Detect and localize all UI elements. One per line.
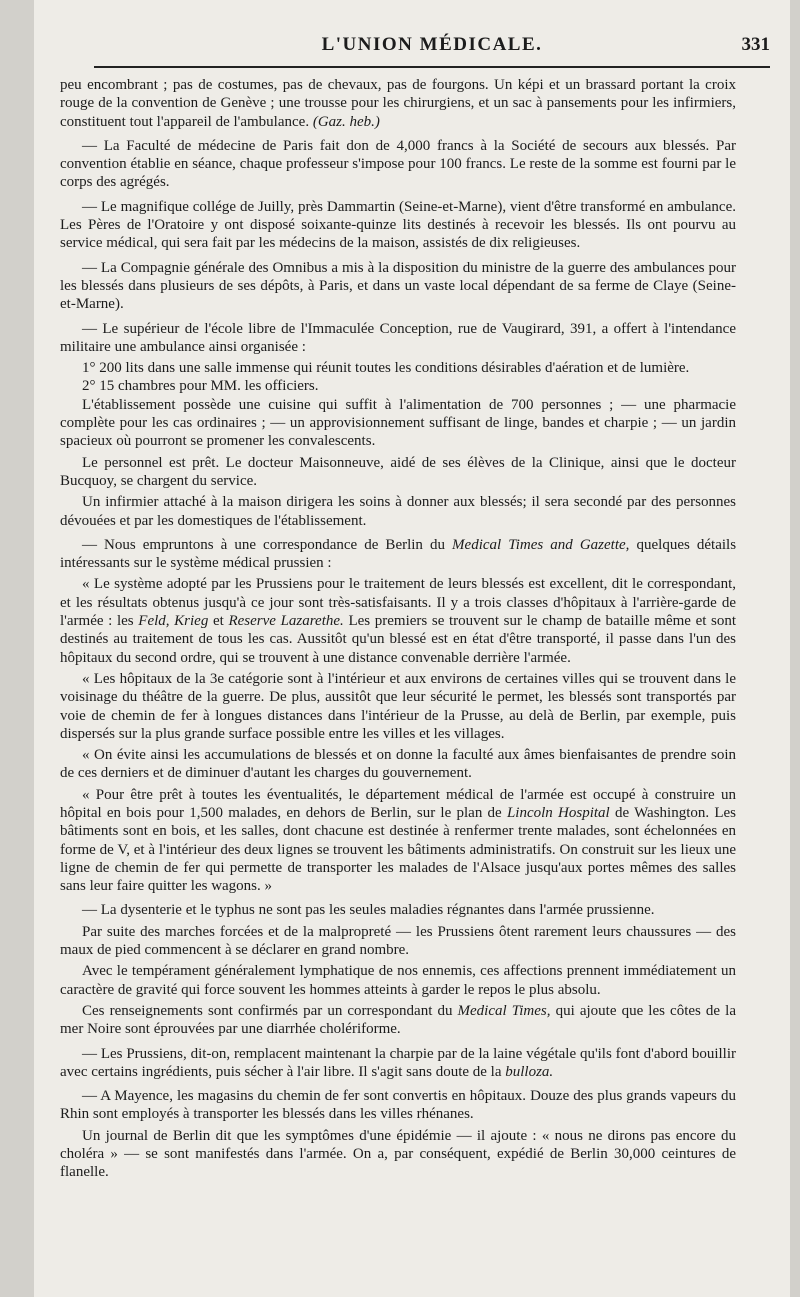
paragraph-text: — Les Prussiens, dit-on, remplacent maintenant la charpie par de la laine végétale qu'ils font d'abord bouillir avec certains ingrédients, puis sécher à l'air libre. Il s'agit sans doute de la bbox=[60, 1045, 736, 1080]
paragraph bbox=[60, 1045, 736, 1082]
plant-name: bulloza. bbox=[505, 1063, 554, 1080]
paragraph: — La Compagnie générale des Omnibus a mis à la disposition du ministre de la guerre des ambulances pour les blessés dans plusieurs de ses dépôts, à Paris, et dans un vaste local dépendant de sa ferme de Claye (Seine-et-Marne). bbox=[60, 259, 736, 313]
paragraph: Un infirmier attaché à la maison dirigera les soins à donner aux blessés; il sera secondé par des personnes dévouées et par les domestiques de l'établissement. bbox=[60, 494, 736, 529]
paragraph-text: et bbox=[213, 613, 224, 630]
paragraph-text: « Pour être prêt à toutes les éventualités, le département médical de l'armée est occupé à construire un hôpital en bois pour 1,500 malades, en dehors de Berlin, sur le plan de bbox=[60, 786, 736, 821]
paragraph-text: quelques détails intéressants sur le système médical prussien : bbox=[60, 536, 737, 572]
paragraph-text: qui ajoute que les côtes de la mer Noire sont éprouvées par une diarrhée cholériforme. bbox=[60, 1002, 736, 1038]
hospital-class-term: Reserve Lazarethe. bbox=[228, 613, 344, 630]
paragraph: « On évite ainsi les accumulations de blessés et on donne la faculté aux âmes bienfaisantes de prendre soin de ces derniers et de diminuer d'autant les charges du gouvernement. bbox=[60, 747, 736, 782]
paragraph bbox=[60, 1002, 736, 1039]
paragraph: Le personnel est prêt. Le docteur Maisonneuve, aidé de ses élèves de la Clinique, ainsi que le docteur Bucquoy, se chargent du service. bbox=[60, 454, 736, 489]
paragraph: — Le magnifique collége de Juilly, près Dammartin (Seine-et-Marne), vient d'être transformé en ambulance. Les Pères de l'Oratoire y ont disposé soixante-quinze lits destinés à recevoir les blessés. Ils ont pourvu au service médical, qui sera fait par les médecins de la maison, assistés de dix religieuses. bbox=[60, 198, 736, 252]
paragraph: Avec le tempérament généralement lymphatique de nos ennemis, ces affections prennent immédiatement un caractère de gravité qui force souvent les hommes atteints à garder le repos le plus absolu. bbox=[60, 963, 736, 998]
paragraph bbox=[60, 575, 736, 666]
paragraph: L'établissement possède une cuisine qui suffit à l'alimentation de 700 personnes ; — une pharmacie complète pour les cas ordinaires ; — un approvisionnement suffisant de linge, bandes et charpie ; — un jardin spacieux où pourront se promener les convalescents. bbox=[60, 396, 736, 450]
paragraph: Un journal de Berlin dit que les symptômes d'une épidémie — il ajoute : « nous ne dirons pas encore du choléra » — se sont manifestés dans l'armée. On a, par conséquent, expédié de Berlin 30,000 ceintures de flanelle. bbox=[60, 1127, 736, 1181]
paragraph-text: Ces renseignements sont confirmés par un correspondant du bbox=[82, 1002, 453, 1019]
running-title: L'UNION MÉDICALE. bbox=[321, 34, 543, 55]
list-item: 2° 15 chambres pour MM. les officiers. bbox=[82, 378, 319, 395]
page-number: 331 bbox=[741, 34, 770, 55]
header-rule bbox=[94, 66, 770, 68]
paragraph-text: — Nous empruntons à une correspondance de Berlin du bbox=[82, 536, 445, 553]
journal-title: Medical Times and Gazette, bbox=[452, 536, 630, 553]
page-header bbox=[94, 34, 770, 64]
paragraph-text: Les premiers se trouvent sur le champ de bataille même et sont destinés au traitement de tous les cas. Aussitôt qu'un blessé est en état d'être transporté, il passe dans l'un des hôpitaux du second ordre, qui se trouvent à une distance convenable derrière l'armée. bbox=[60, 613, 737, 666]
paragraph: — La Faculté de médecine de Paris fait don de 4,000 francs à la Société de secours aux blessés. Par convention établie en séance, chaque professeur s'impose pour 100 francs. Le reste de la somme est fourni par le corps des agrégés. bbox=[60, 137, 736, 191]
paragraph: « Les hôpitaux de la 3e catégorie sont à l'intérieur et aux environs de certaines villes qui se trouvent dans le voisinage du théâtre de la guerre. De plus, aussitôt que leur sécurité le permet, les blessés sont transportés par voie de chemin de fer à longues distances dans l'intérieur de la Prusse, au delà de Berlin, par exemple, puis dispersés sur la plus grande surface possible entre les villes et les villages. bbox=[60, 670, 736, 742]
source-citation: (Gaz. heb.) bbox=[312, 113, 380, 130]
paragraph-text: peu encombrant ; pas de costumes, pas de chevaux, pas de fourgons. Un képi et un brassard portant la croix rouge de la convention de Genève ; une trousse pour les chirurgiens, et un sac à pansements pour les infirmiers, constituent tout l'appareil de l'ambulance. bbox=[60, 77, 736, 130]
paragraph bbox=[60, 76, 736, 131]
paragraph bbox=[60, 536, 736, 573]
article-body bbox=[60, 76, 736, 1185]
paragraph: — La dysenterie et le typhus ne sont pas les seules maladies régnantes dans l'armée prussienne. bbox=[82, 902, 655, 919]
paragraph bbox=[60, 786, 736, 896]
paragraph-text: de Washington. Les bâtiments sont en bois, et les salles, dont chacune est destinée à renfermer trente malades, sont échelonnées en forme de V, et à l'intérieur des deux lignes se trouvent les bâtiments administratifs. On construit sur les lieux une ligne de chemin de fer qui permette de transporter les malades de l'Alsace jusqu'aux portes mêmes des salles sans leur faire quitter les wagons. » bbox=[60, 804, 737, 895]
paragraph: — A Mayence, les magasins du chemin de fer sont convertis en hôpitaux. Douze des plus grands vapeurs du Rhin sont employés à transporter les blessés dans les villes rhénanes. bbox=[60, 1088, 736, 1123]
paragraph-text: « Le système adopté par les Prussiens pour le traitement de leurs blessés est excellent, dit le correspondant, et les résultats obtenus jusqu'à ce jour sont très-satisfaisants. Il y a trois classes d'hôpitaux à l'arrière-garde de l'armée : les bbox=[60, 576, 736, 630]
list-item: 1° 200 lits dans une salle immense qui réunit toutes les conditions désirables d'aération et de lumière. bbox=[82, 360, 690, 377]
paragraph: Par suite des marches forcées et de la malpropreté — les Prussiens ôtent rarement leurs chaussures — des maux de pied commencent à se déclarer en grand nombre. bbox=[60, 923, 736, 959]
journal-title: Medical Times, bbox=[457, 1002, 551, 1019]
hospital-class-term: Feld, Krieg bbox=[138, 613, 209, 630]
hospital-name: Lincoln Hospital bbox=[506, 804, 610, 821]
paragraph: — Le supérieur de l'école libre de l'Immaculée Conception, rue de Vaugirard, 391, a offert à l'intendance militaire une ambulance ainsi organisée : bbox=[60, 320, 736, 355]
